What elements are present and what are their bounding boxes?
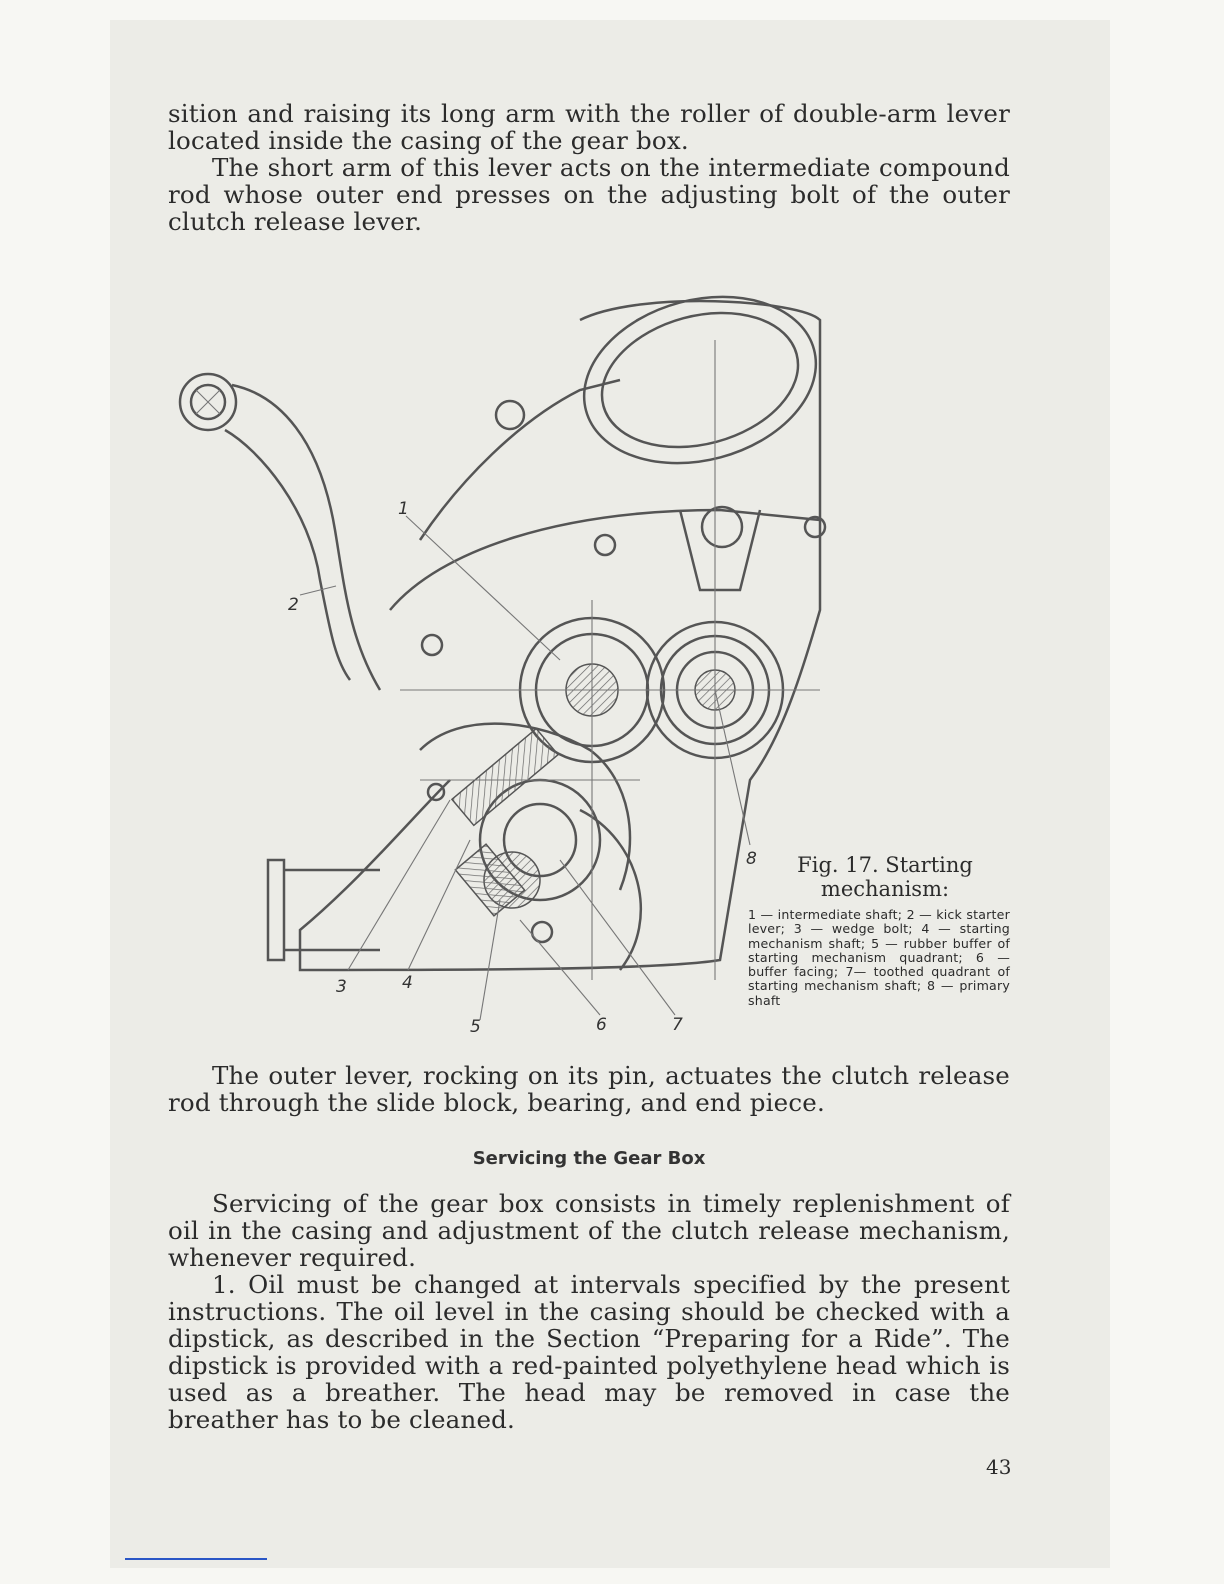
paragraph: The outer lever, rocking on its pin, actuates the clutch release rod through the slide block, bearing, and end piece.	[168, 1061, 1010, 1117]
figure-caption-title: Fig. 17. Starting mechanism:	[797, 853, 973, 901]
bottom-text	[168, 1190, 1010, 1433]
figure-legend: 1 — intermediate shaft; 2 — kick starter lever; 3 — wedge bolt; 4 — starting mechanism shaft; 5 — rubber buffer of starting mechanism quadrant; 6 — buffer facing; 7— toothed quadrant of starting mechanism shaft; 8 — primary shaft	[748, 907, 1010, 1008]
kick-starter-lever	[180, 374, 380, 690]
label-4: 4	[402, 973, 413, 993]
starting-mechanism-drawing	[160, 280, 840, 1060]
paragraph: Servicing of the gear box consists in timely replenishment of oil in the casing and adjustment of the clutch release mechanism, whenever required.	[168, 1189, 1010, 1272]
label-3: 3	[336, 977, 347, 997]
paragraph: The short arm of this lever acts on the intermediate compound rod whose outer end presses on the adjusting bolt of the outer clutch release lever.	[168, 153, 1010, 236]
label-6: 6	[596, 1015, 607, 1035]
label-2: 2	[288, 595, 299, 615]
viewer-link-underline	[125, 1558, 267, 1560]
label-1: 1	[398, 499, 409, 519]
gears	[400, 340, 820, 980]
label-7: 7	[672, 1015, 683, 1035]
paragraph: sition and raising its long arm with the roller of double-arm lever located inside the casing of the gear box.	[168, 99, 1010, 155]
label-8: 8	[746, 849, 757, 869]
top-text	[168, 100, 1010, 235]
label-5: 5	[470, 1017, 481, 1037]
middle-text	[168, 1062, 1010, 1116]
page-number: 43	[986, 1455, 1012, 1479]
section-heading: Servicing the Gear Box	[472, 1148, 706, 1169]
paragraph: 1. Oil must be changed at intervals specified by the present instructions. The oil level in the casing should be checked with a dipstick, as described in the Section “Preparing for a Ride”. The dipstick is provided with a red-painted polyethylene head which is used as a breather. The head may be removed in case the breather has to be cleaned.	[168, 1270, 1010, 1434]
